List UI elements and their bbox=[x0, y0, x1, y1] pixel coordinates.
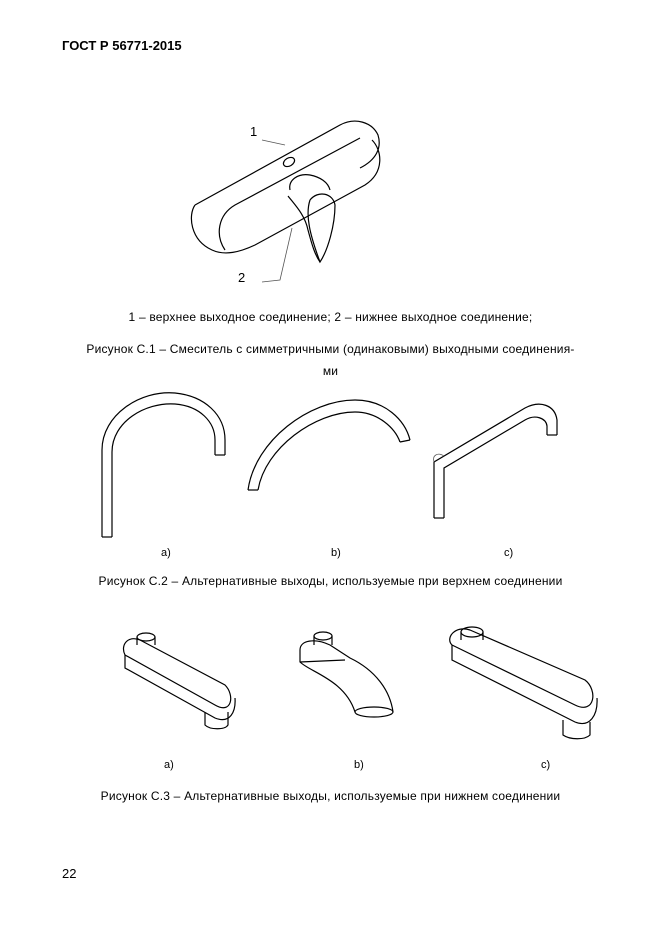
upper-spout-a bbox=[102, 393, 225, 537]
page-number: 22 bbox=[62, 866, 77, 881]
lower-spout-c bbox=[450, 627, 597, 739]
figure1-caption-line1: Рисунок С.1 – Смеситель с симметричными (одинаковыми) выходными соединения- bbox=[86, 342, 575, 356]
fig2-label-c: c) bbox=[504, 547, 514, 559]
upper-spout-b bbox=[248, 400, 410, 490]
fig3-label-c: c) bbox=[541, 759, 551, 771]
callout-2: 2 bbox=[238, 270, 246, 285]
fig3-label-a: a) bbox=[164, 759, 174, 771]
figure1-caption-line2: ми bbox=[322, 364, 339, 378]
callout-1: 1 bbox=[250, 124, 258, 139]
figure3-caption: Рисунок С.3 – Альтернативные выходы, используемые при нижнем соединении bbox=[100, 789, 561, 803]
document-header: ГОСТ Р 56771-2015 bbox=[62, 38, 182, 53]
mixer-drawing bbox=[191, 121, 379, 285]
fig3-label-b: b) bbox=[354, 759, 364, 771]
lower-spout-b bbox=[300, 632, 393, 717]
upper-spout-c bbox=[434, 404, 557, 518]
fig2-label-a: a) bbox=[161, 547, 171, 559]
lower-spout-a bbox=[123, 633, 235, 729]
figure2-caption: Рисунок С.2 – Альтернативные выходы, используемые при верхнем соединении bbox=[98, 574, 563, 588]
fig2-label-b: b) bbox=[331, 547, 341, 559]
figure1-legend: 1 – верхнее выходное соединение; 2 – нижнее выходное соединение; bbox=[128, 310, 533, 324]
